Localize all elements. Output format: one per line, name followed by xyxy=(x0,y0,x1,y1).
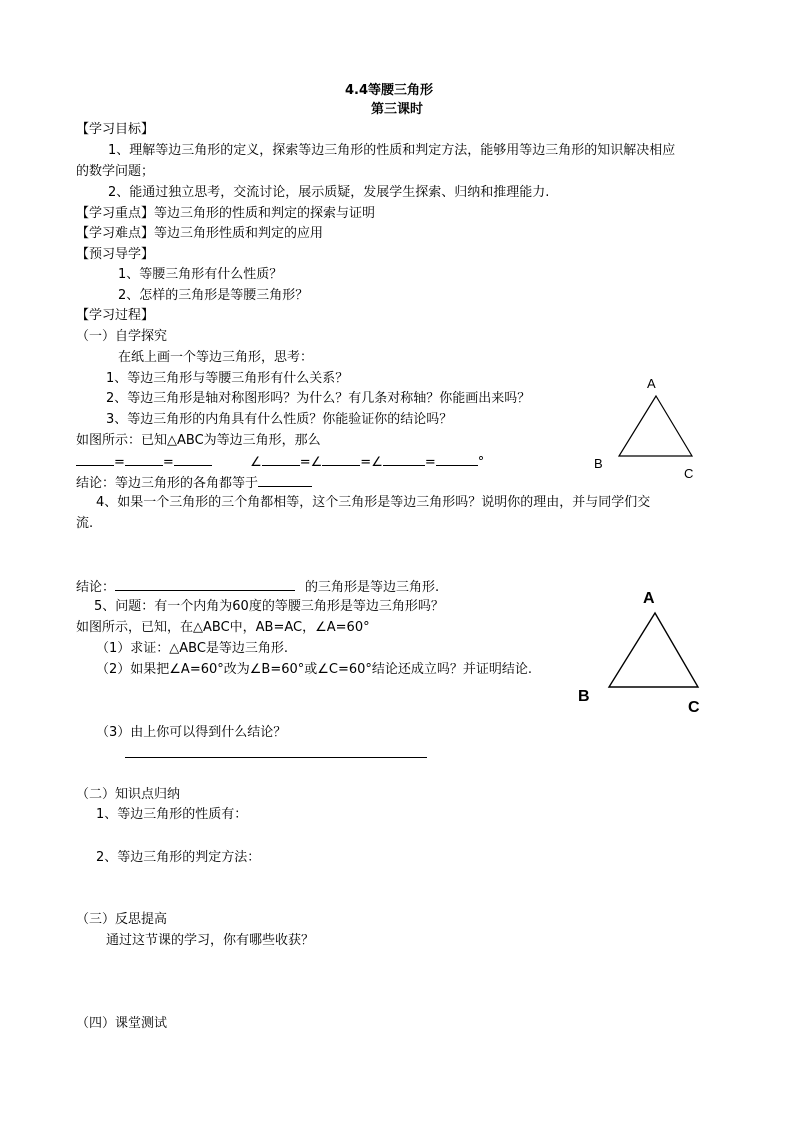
conclusion-1: 结论：等边三角形的各角都等于 xyxy=(76,473,312,493)
conclusion-2: 结论： 的三角形是等边三角形. xyxy=(76,577,439,597)
section-1-q4-line-1: 4、如果一个三角形的三个角都相等，这个三角形是等边三角形吗？说明你的理由，并与同学们交 xyxy=(96,495,651,510)
section-1-intro: 在纸上画一个等边三角形，思考： xyxy=(118,350,314,365)
triangle-1-shape xyxy=(619,396,692,456)
preview-q2: 2、怎样的三角形是等腰三角形？ xyxy=(118,288,309,303)
section-2-label: （二）知识点归纳 xyxy=(76,787,181,802)
goals-label: 【学习目标】 xyxy=(76,122,155,137)
triangle-2-vertex-b: B xyxy=(578,688,590,705)
difficulty-line: 【学习难点】等边三角形性质和判定的应用 xyxy=(76,226,324,241)
blank-side-3[interactable] xyxy=(174,452,212,466)
goal-1-line-2: 的数学问题； xyxy=(76,164,155,179)
triangle-2-shape xyxy=(609,613,698,687)
angle-equality-line: = = ∠ =∠ =∠ = ° xyxy=(76,452,484,472)
section-1-given: 如图所示：已知△ABC为等边三角形，那么 xyxy=(76,433,321,448)
preview-q1: 1、等腰三角形有什么性质？ xyxy=(118,267,283,282)
answer-line-part-3[interactable] xyxy=(125,757,427,758)
blank-side-2[interactable] xyxy=(125,452,163,466)
section-3-label: （三）反思提高 xyxy=(76,912,168,927)
section-2-item-1: 1、等边三角形的性质有： xyxy=(96,807,248,822)
preview-label: 【预习导学】 xyxy=(76,247,155,262)
page-title: 4.4等腰三角形 xyxy=(345,83,434,98)
triangle-1-vertex-a: A xyxy=(647,376,656,391)
blank-angle-2[interactable] xyxy=(322,452,360,466)
triangle-2-vertex-a: A xyxy=(643,590,655,607)
section-1-q1: 1、等边三角形与等腰三角形有什么关系？ xyxy=(106,371,349,386)
blank-angle-3[interactable] xyxy=(383,452,425,466)
section-4-label: （四）课堂测试 xyxy=(76,1016,168,1031)
blank-conclusion-2[interactable] xyxy=(115,577,295,591)
section-2-item-2: 2、等边三角形的判定方法： xyxy=(96,850,261,865)
focus-line: 【学习重点】等边三角形的性质和判定的探索与证明 xyxy=(76,206,376,221)
goal-1-line-1: 1、理解等边三角形的定义，探索等边三角形的性质和判定方法，能够用等边三角形的知识解决相应 xyxy=(108,143,676,158)
section-1-q5: 5、问题：有一个内角为60度的等腰三角形是等边三角形吗？ xyxy=(94,599,444,614)
section-1-part-3: （3）由上你可以得到什么结论？ xyxy=(96,725,287,740)
section-1-part-2: （2）如果把∠A=60°改为∠B=60°或∠C=60°结论还成立吗？并证明结论. xyxy=(96,662,533,677)
triangle-2-vertex-c: C xyxy=(688,699,700,716)
triangle-1-vertex-c: C xyxy=(684,466,694,481)
goal-2: 2、能通过独立思考，交流讨论，展示质疑，发展学生探索、归纳和推理能力. xyxy=(108,185,550,200)
section-1-given-2: 如图所示，已知，在△ABC中，AB=AC，∠A=60° xyxy=(76,620,370,635)
section-1-label: （一）自学探究 xyxy=(76,329,168,344)
blank-conclusion-1[interactable] xyxy=(258,473,312,487)
section-1-q3: 3、等边三角形的内角具有什么性质？你能验证你的结论吗？ xyxy=(106,412,453,427)
process-label: 【学习过程】 xyxy=(76,308,155,323)
blank-angle-1[interactable] xyxy=(262,452,300,466)
page-subtitle: 第三课时 xyxy=(371,102,424,117)
section-1-q2: 2、等边三角形是轴对称图形吗？为什么？有几条对称轴？你能画出来吗？ xyxy=(106,391,531,406)
section-1-q4-line-2: 流. xyxy=(76,516,94,531)
section-3-question: 通过这节课的学习，你有哪些收获？ xyxy=(106,933,315,948)
triangle-1-vertex-b: B xyxy=(594,456,603,471)
blank-side-1[interactable] xyxy=(76,452,114,466)
blank-angle-value[interactable] xyxy=(436,452,478,466)
section-1-part-1: （1）求证：△ABC是等边三角形. xyxy=(96,641,289,656)
